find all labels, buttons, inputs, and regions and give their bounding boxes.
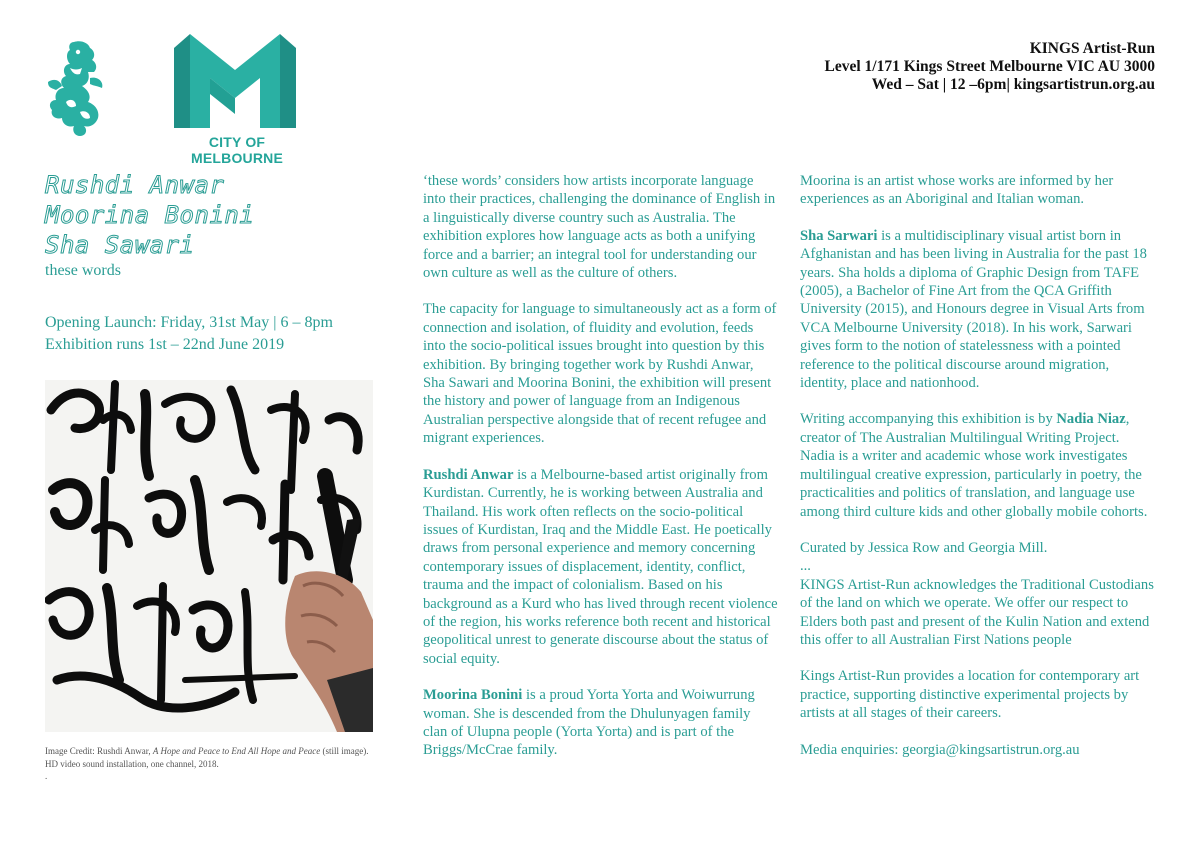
lion-emblem-icon — [44, 38, 106, 138]
intro-paragraph: ‘these words’ considers how artists incorporate language into their practices, challenging the dominance of English in a linguistically diverse country such as Australia. The exhibition explores how language acts as both a unifying force and a barrier; an integral tool for understanding our own culture as well as the culture of others. — [423, 173, 776, 282]
gallery-header — [824, 40, 1155, 94]
writer-text: , creator of The Australian Multilingual Writing Project. Nadia is a writer and academic whose work investigates multilingual creative expression, particularly in poetry, the practicalities and politics of translation, and language use among third culture kids and other globally mobile cohorts. — [800, 411, 1148, 520]
gallery-name: KINGS Artist-Run — [1029, 40, 1155, 57]
artist-name: Rushdi Anwar — [45, 171, 225, 199]
artist-bio-name: Moorina Bonini — [423, 687, 523, 704]
artist-name: Moorina Bonini — [45, 201, 255, 229]
artist-bio-text: is a proud Yorta Yorta and Woiwurrung woman. She is descended from the Dhulunyagen family clan of Ulupna people (Yorta Yorta) and is part of the Briggs/McCrae family. — [423, 687, 755, 759]
artist-bio-text: is a multidisciplinary visual artist born in Afghanistan and has been living in Australia for the past 18 years. Sha holds a diploma of Graphic Design from TAFE (2005), a Bachelor of Fine Art from the QCA Griffith University (2015), and Honours degree in Visual Arts from VCA Melbourne University (2018). In his work, Sarwari gives form to the notion of statelessness with a pointed reference to the political discourse around migration, identity, place and nationhood. — [800, 227, 1147, 392]
artist-bio-name: Rushdi Anwar — [423, 466, 514, 483]
artist-bio-rushdi — [423, 466, 778, 668]
writer-name: Nadia Niaz — [1056, 411, 1126, 428]
artist-bio-name: Sha Sarwari — [800, 227, 878, 244]
gallery-address: Level 1/171 Kings Street Melbourne VIC AU 3000 — [824, 58, 1155, 75]
exhibition-runs: Exhibition runs 1st – 22nd June 2019 — [45, 336, 285, 353]
caption-prefix: Image Credit: Rushdi Anwar, — [45, 746, 153, 756]
media-enquiries: Media enquiries: georgia@kingsartistrun.org.au — [800, 741, 1080, 758]
artist-bio-moorina-cont: Moorina is an artist whose works are informed by her experiences as an Aboriginal and Italian woman. — [800, 173, 1114, 208]
acknowledgement-paragraph: KINGS Artist-Run acknowledges the Traditional Custodians of the land on which we operate. We offer our respect to Elders both past and present of the Kulin Nation and extend this offer to all Australian First Nations people — [800, 576, 1154, 648]
curators-line: Curated by Jessica Row and Georgia Mill. — [800, 539, 1048, 556]
artist-name: Sha Sawari — [45, 231, 195, 259]
melbourne-m-mark-icon — [174, 34, 296, 128]
city-name: CITY OF MELBOURNE — [190, 134, 284, 166]
artwork-image — [45, 380, 373, 732]
exhibition-heading — [45, 170, 385, 281]
artist-bio-text: is a Melbourne-based artist originally from Kurdistan. Currently, he is working between Australia and Thailand. His work often reflects on the socio-political issues of Kurdistan, Iraq and the Middle East. He poetically draws from personal experience and memory concerning contemporary issues of displacement, identity, conflict, trauma and the impact of colonialism. Based on his background as a Kurd who has lived through recent violence of the region, his works reference both recent and historical geopolitical unrest to generate discourse about the status of social equity. — [423, 466, 778, 667]
writer-intro: Writing accompanying this exhibition is by — [800, 411, 1057, 428]
exhibition-title: these words — [45, 262, 121, 279]
text-column-right — [800, 172, 1155, 759]
caption-suffix: (still image). HD video sound installation, one channel, 2018. — [45, 746, 369, 769]
exhibition-dates — [45, 312, 333, 356]
city-of-melbourne-logo — [172, 34, 300, 166]
concept-paragraph: The capacity for language to simultaneously act as a form of connection and isolation, of fluidity and evolution, feeds into the socio-political issues brought into question by this exhibition. By bringing together work by Rushdi Anwar, Sha Sawari and Moorina Bonini, the exhibition will present the history and power of language from an Indigenous Australian perspective alongside that of recent refugee and migrant experiences. — [423, 301, 777, 447]
caption-dot: . — [45, 771, 48, 781]
about-paragraph: Kings Artist-Run provides a location for contemporary art practice, supporting distinctive experimental projects by artists at all stages of their careers. — [800, 668, 1140, 722]
gallery-hours: Wed – Sat | 12 –6pm| kingsartistrun.org.au — [871, 76, 1155, 93]
writer-paragraph — [800, 410, 1155, 520]
image-caption — [45, 745, 380, 783]
artist-bio-sha — [800, 227, 1155, 393]
ellipsis: ... — [800, 558, 811, 575]
caption-work-title: A Hope and Peace to End All Hope and Peace — [152, 746, 321, 756]
artist-bio-moorina — [423, 686, 778, 760]
text-column-middle — [423, 172, 778, 760]
opening-launch: Opening Launch: Friday, 31st May | 6 – 8pm — [45, 314, 333, 331]
